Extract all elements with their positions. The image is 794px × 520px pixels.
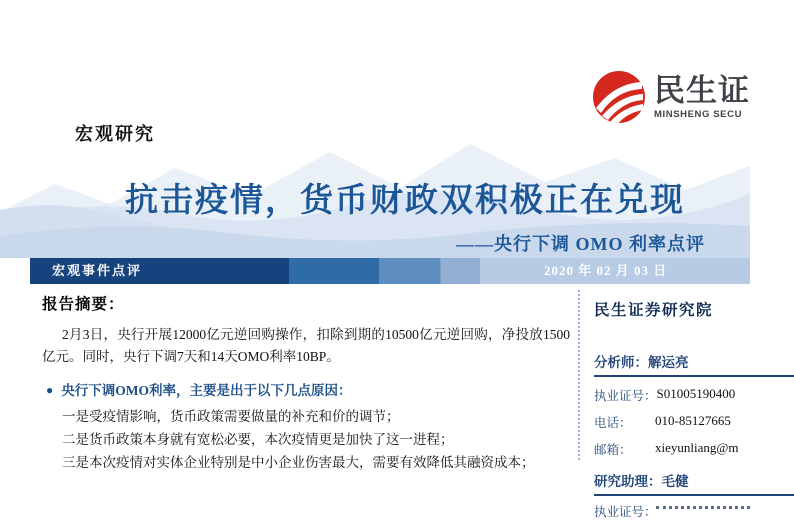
assistant-cert-value-clipped <box>656 506 750 520</box>
report-category: 宏观研究 <box>75 124 155 144</box>
report-date: 2020 年 02 月 03 日 <box>544 263 668 278</box>
cert-label: 执业证号： <box>594 389 657 403</box>
institute-name: 民生证券研究院 <box>594 302 714 319</box>
abstract-section <box>42 292 570 470</box>
email-value: xieyunliang@m <box>655 440 739 455</box>
section-bar-label: 宏观事件点评 <box>52 263 143 278</box>
minsheng-logo <box>592 70 750 124</box>
analyst-name-line: 分析师：解运亮 <box>594 351 794 377</box>
assistant-cert-label: 执业证号： <box>594 505 657 519</box>
logo-text <box>654 72 750 120</box>
abstract-point-3: 三是本次疫情对实体企业特别是中小企业伤害最大，需要有效降低其融资成本； <box>62 455 535 470</box>
section-bar <box>30 258 750 284</box>
abstract-point-1: 一是受疫情影响，货币政策需要做量的补充和价的调节； <box>62 409 400 424</box>
logo-name-en: MINSHENG SECU <box>654 108 743 120</box>
assistant-name-line: 研究助理：毛健 <box>594 470 794 496</box>
report-title: 抗击疫情，货币财政双积极正在兑现 <box>125 183 685 219</box>
email-label: 邮箱： <box>594 443 632 457</box>
column-divider <box>578 290 580 460</box>
logo-name-cn: 民生证 <box>654 72 750 108</box>
abstract-point-2: 二是货币政策本身就有宽松必要，本次疫情更是加快了这一进程； <box>62 432 454 447</box>
assistant-cert-row-clipped <box>594 502 750 520</box>
bullet-icon: ● <box>46 383 54 397</box>
phone-label: 电话： <box>594 416 632 430</box>
analyst-email-row <box>594 440 750 458</box>
report-subtitle: ——央行下调 OMO 利率点评 <box>456 234 705 254</box>
abstract-bullet-row <box>42 380 570 401</box>
abstract-paragraph: 2月3日，央行开展12000亿元逆回购操作，扣除到期的10500亿元逆回购，净投放1500亿元。同时，央行下调7天和14天OMO利率10BP。 <box>42 327 570 364</box>
minsheng-logo-icon <box>592 70 646 124</box>
analyst-phone-row <box>594 413 750 431</box>
phone-value: 010-85127665 <box>655 413 731 428</box>
cert-value: S01005190400 <box>656 386 736 401</box>
abstract-bullet-text: 央行下调OMO利率，主要是出于以下几点原因： <box>61 383 352 398</box>
abstract-heading: 报告摘要： <box>42 296 125 313</box>
analyst-sidebar <box>594 298 750 520</box>
analyst-cert-row <box>594 386 750 404</box>
